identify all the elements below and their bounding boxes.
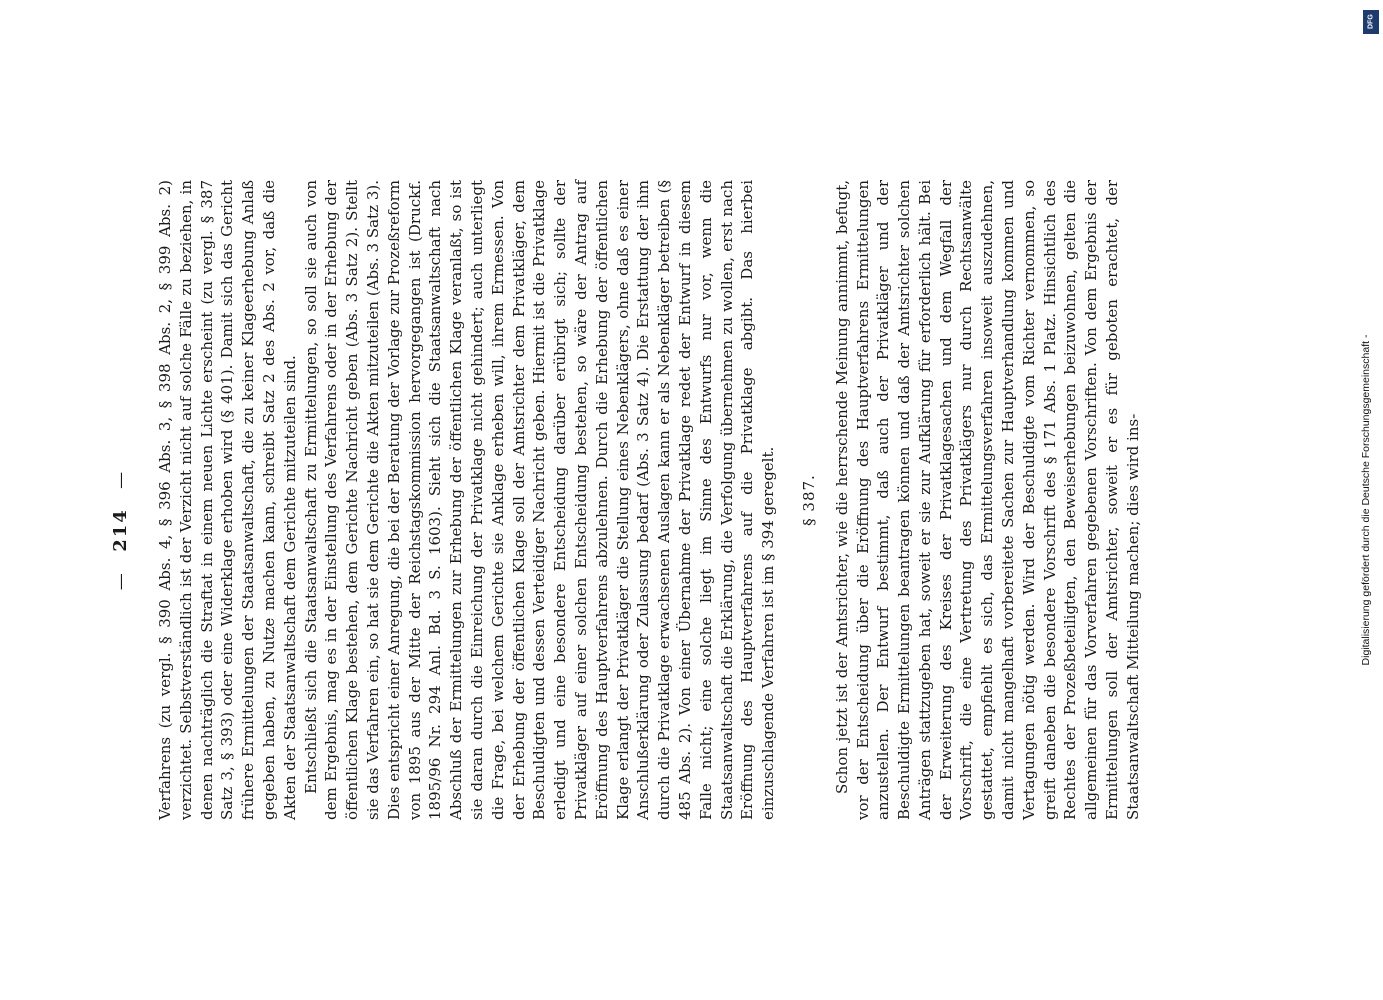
page-body [155, 180, 1144, 820]
dfg-logo-text: DFG [1367, 14, 1375, 30]
header-dash-left: — [111, 571, 131, 591]
digitization-credit [1360, 70, 1372, 930]
paragraph-2: Entschließt sich die Staatsanwaltschaft zu Ermittelungen, so soll sie auch von dem Ergebnis, mag es in der Einstellung des Verfahrens oder in der Erhebung der öffentlichen Klage bestehen, dem Gerichte Nachricht geben (Abs. 3 Satz 2). Stellt sie das Verfahren ein, so hat sie dem Gerichte die Akten mitzuteilen (Abs. 3 Satz 3). Dies entspricht einer Anregung, die bei der Beratung der Vorlage zur Prozeßreform von 1895 aus der Mitte der Reichstagskommission hervorgegangen ist (Druckf. 1895/96 Nr. 294 Anl. Bd. 3 S. 1603). Sieht sich die Staatsanwaltschaft nach Abschluß der Ermittelungen zur Erhebung der öffentlichen Klage veranlaßt, so ist sie daran durch die Einreichung der Privatklage nicht gehindert; auch unterliegt die Frage, bei welchem Gerichte sie Anklage erheben will, ihrem Ermessen. Von der Erhebung der öffentlichen Klage soll der Amtsrichter dem Privatkläger, dem Beschuldigten und dessen Verteidiger Nachricht geben. Hiermit ist die Privatklage erledigt und eine besondere Entscheidung darüber erübrigt sich; sollte der Privatkläger auf einer solchen Entscheidung bestehen, so wäre der Antrag auf Eröffnung des Hauptverfahrens abzulehnen. Durch die Erhebung der öffentlichen Klage erlangt der Privatkläger die Stellung eines Nebenklägers, ohne daß es einer Anschlußerklärung oder Zulassung bedarf (Abs. 3 Satz 4). Die Erstattung der ihm durch die Privatklage erwachsenen Auslagen kann er als Nebenkläger betreiben (§ 485 Abs. 2). Von einer Übernahme der Privatklage redet der Entwurf in diesem Falle nicht; eine solche liegt im Sinne des Entwurfs nur vor, wenn die Staatsanwaltschaft die Erklärung, die Verfolgung übernehmen zu wollen, erst nach Eröffnung des Hauptverfahrens auf die Privatklage abgibt. Das hierbei einzuschlagende Verfahren ist im § 394 geregelt. [301, 180, 778, 820]
dfg-logo [1363, 10, 1379, 34]
section-paragraph: Schon jetzt ist der Amtsrichter, wie die herrschende Meinung annimmt, befugt, vor der Entscheidung über die Eröffnung des Hauptverfahrens Ermittelungen anzustellen. Der Entwurf bestimmt, daß auch der Privatkläger und der Beschuldigte Ermittelungen beantragen können und daß der Amtsrichter solchen Anträgen stattzugeben hat, soweit er sie zur Aufklärung für erforderlich hält. Bei der Erweiterung des Kreises der Privatklagesachen und dem Wegfall der Vorschrift, die eine Vertretung des Privatklägers nur durch Rechtsanwälte gestattet, empfiehlt es sich, das Ermittelungsverfahren insoweit auszudehnen, damit nicht mangelhaft vorbereitete Sachen zur Hauptverhandlung kommen und Vertagungen nötig werden. Wird der Beschuldigte vom Richter vernommen, so greift daneben die besondere Vorschrift des § 171 Abs. 1 Platz. Hinsichtlich des Rechtes der Prozeßbeteiligten, den Beweiserhebungen beizuwohnen, gelten die allgemeinen für das Vorverfahren gegebenen Vorschriften. Von dem Ergebnis der Ermittelungen soll der Amtsrichter, soweit er es für geboten erachtet, der Staatsanwaltschaft Mitteilung machen; dies wird ins- [832, 180, 1142, 820]
section-heading: § 387. [799, 474, 818, 526]
paragraph-1: Verfahrens (zu vergl. § 390 Abs. 4, § 396 Abs. 3, § 398 Abs. 2, § 399 Abs. 2) verzichtet. Selbstverständlich ist der Verzicht nicht auf solche Fälle zu beziehen, in denen nachträglich die Straftat in einem neuen Lichte erscheint (zu vergl. § 387 Satz 3, § 393) oder eine Widerklage erhoben wird (§ 401). Damit sich das Gericht frühere Ermittelungen der Staatsanwaltschaft, die zu keiner Klageerhebung Anlaß gegeben haben, zu Nutze machen kann, schreibt Satz 2 des Abs. 2 vor, daß die Akten der Staatsanwaltschaft dem Gerichte mitzuteilen sind. [156, 180, 299, 820]
header-dash-right: — [111, 469, 131, 489]
page-header [110, 180, 131, 880]
page-number: 214 [110, 508, 131, 552]
credit-text: Digitalisierung gefördert durch die Deutsche Forschungsgemeinschaft - [1360, 334, 1372, 666]
